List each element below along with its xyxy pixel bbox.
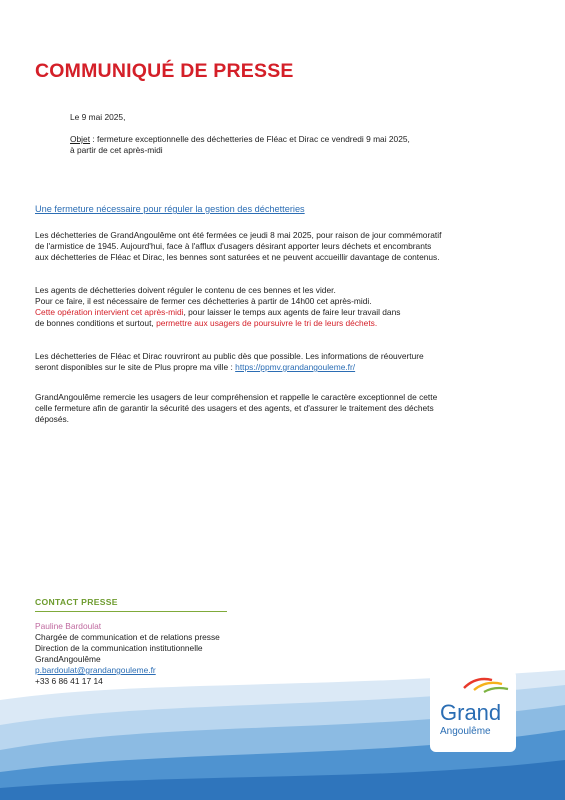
paragraph-line: Les agents de déchetteries doivent réguler le contenu de ces bennes et les vider. xyxy=(35,285,336,295)
paragraph-line: de l'armistice de 1945. Aujourd'hui, face à l'afflux d'usagers désirant apporter leurs déchets et encombrants xyxy=(35,241,432,251)
paragraph-text: seront disponibles sur le site de Plus propre ma ville : xyxy=(35,362,236,372)
paragraph-1 xyxy=(35,230,535,263)
section-title: Une fermeture nécessaire pour réguler la gestion des déchetteries xyxy=(35,204,305,214)
subject-text-line2: à partir de cet après-midi xyxy=(70,145,163,155)
paragraph-line: celle fermeture afin de garantir la sécurité des usagers et des agents, et d'assurer le traitement des déchets xyxy=(35,403,434,413)
subject-label: Objet xyxy=(70,134,91,144)
paragraph-text: de bonnes conditions et surtout, xyxy=(35,318,157,328)
paragraph-line xyxy=(35,362,535,373)
paragraph-line: déposés. xyxy=(35,414,69,424)
page-title: COMMUNIQUÉ DE PRESSE xyxy=(35,60,294,82)
highlight-text: Cette opération intervient cet après-midi xyxy=(35,307,184,317)
subject-text-line1: : fermeture exceptionnelle des déchetteries de Fléac et Dirac ce vendredi 9 mai 2025, xyxy=(90,134,410,144)
website-link[interactable]: https://ppmv.grandangouleme.fr/ xyxy=(235,362,356,372)
contact-name: Pauline Bardoulat xyxy=(35,621,102,631)
contact-email-link[interactable]: p.bardoulat@grandangouleme.fr xyxy=(35,665,156,675)
contact-title: CONTACT PRESSE xyxy=(35,597,118,607)
paragraph-line xyxy=(35,307,535,318)
paragraph-2 xyxy=(35,285,535,329)
logo-text-angouleme: Angoulême xyxy=(440,726,491,737)
paragraph-4 xyxy=(35,392,535,425)
contact-department: Direction de la communication institutionnelle xyxy=(35,643,203,653)
highlight-text: permettre aux usagers de poursuivre le tri de leurs déchets. xyxy=(156,318,378,328)
grandangouleme-logo xyxy=(430,670,516,752)
contact-org: GrandAngoulême xyxy=(35,654,101,664)
paragraph-3 xyxy=(35,351,535,373)
contact-phone: +33 6 86 41 17 14 xyxy=(35,676,103,686)
contact-role: Chargée de communication et de relations presse xyxy=(35,632,220,642)
paragraph-line: GrandAngoulême remercie les usagers de leur compréhension et rappelle le caractère exceptionnel de cette xyxy=(35,392,438,402)
paragraph-line: Les déchetteries de GrandAngoulême ont été fermées ce jeudi 8 mai 2025, pour raison de jour commémoratif xyxy=(35,230,442,240)
paragraph-text: , pour laisser le temps aux agents de faire leur travail dans xyxy=(183,307,401,317)
paragraph-line: Les déchetteries de Fléac et Dirac rouvriront au public dès que possible. Les informations de réouverture xyxy=(35,351,424,361)
subject-block xyxy=(70,134,540,156)
document-date: Le 9 mai 2025, xyxy=(70,112,126,122)
paragraph-line: Pour ce faire, il est nécessaire de fermer ces déchetteries à partir de 14h00 cet après-midi. xyxy=(35,296,372,306)
contact-divider xyxy=(35,611,227,612)
paragraph-line: aux déchetteries de Fléac et Dirac, les bennes sont saturées et ne peuvent accueillir davantage de contenus. xyxy=(35,252,440,262)
logo-text-grand: Grand xyxy=(440,700,502,725)
logo-swoosh-icon xyxy=(430,670,516,700)
paragraph-line xyxy=(35,318,535,329)
